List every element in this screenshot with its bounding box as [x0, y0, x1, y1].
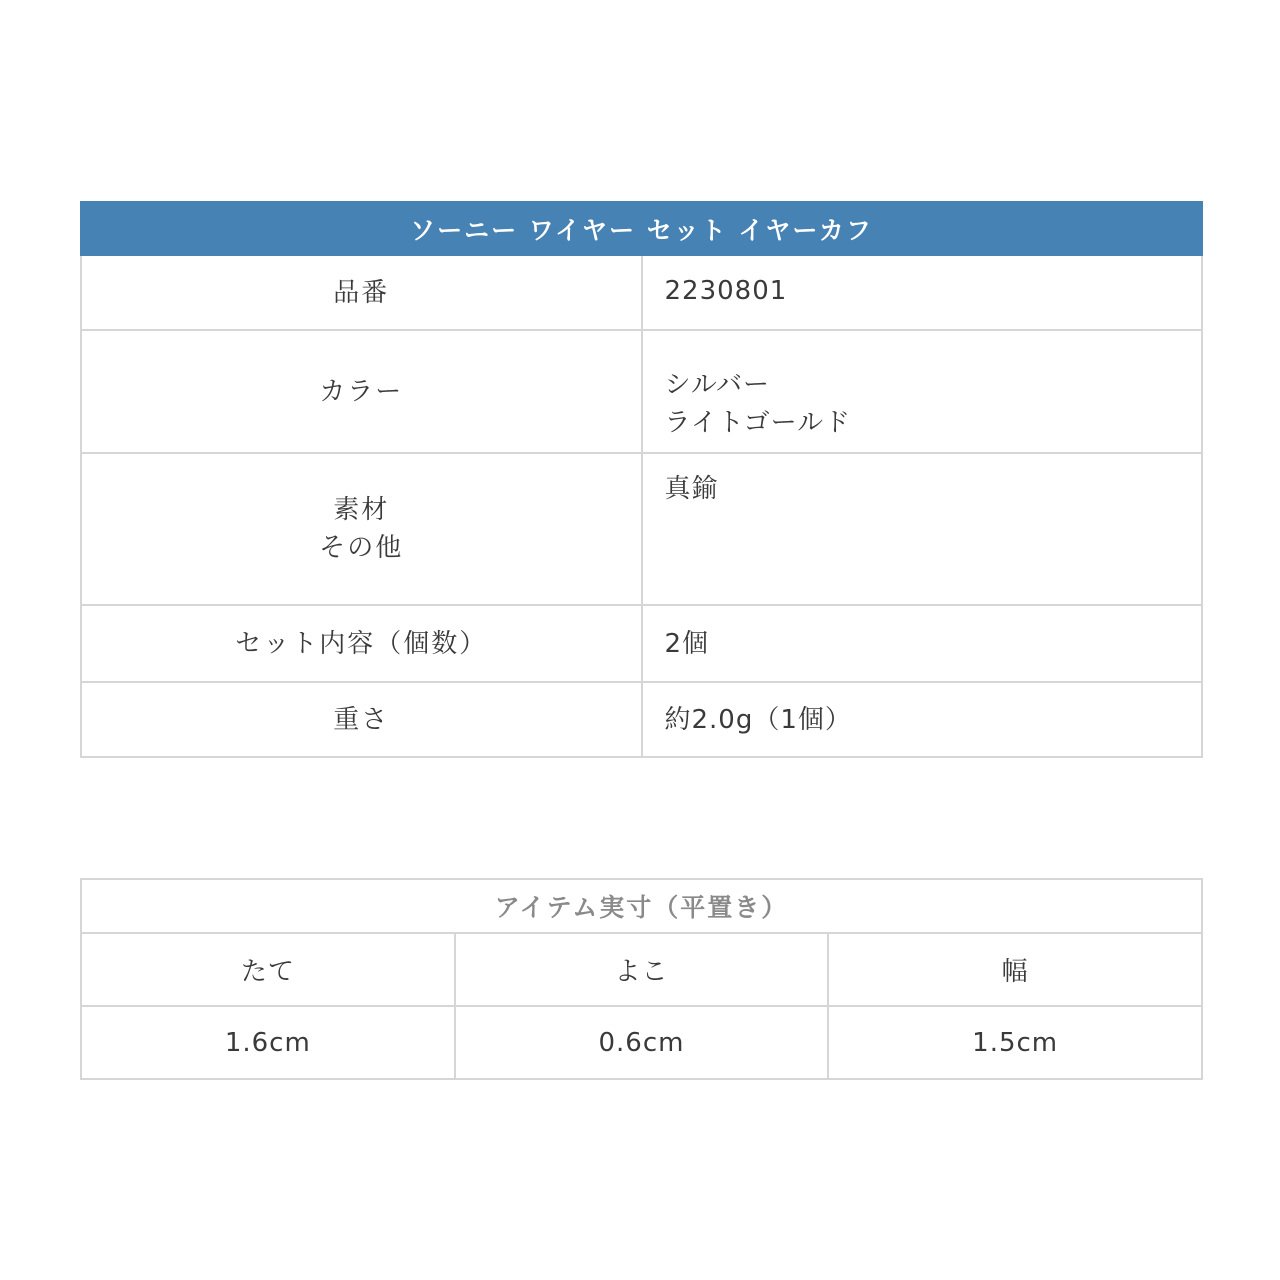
- spec-label: [81, 330, 642, 453]
- spec-label: [81, 453, 642, 605]
- spec-label: [81, 682, 642, 757]
- spec-label-line: セット内容（個数）: [235, 628, 488, 659]
- spec-value-line: 2個: [664, 628, 710, 659]
- spec-value-line: 約2.0g（1個）: [664, 704, 852, 735]
- spec-label: [81, 605, 642, 682]
- spec-row-material: [81, 453, 1202, 605]
- spec-label-line: 素材: [333, 495, 390, 525]
- spec-value: [642, 605, 1203, 682]
- spec-value: [642, 682, 1203, 757]
- size-value-tate: 1.6cm: [81, 1006, 455, 1079]
- size-title: アイテム実寸（平置き）: [81, 879, 1202, 933]
- spec-label-line: その他: [319, 533, 404, 563]
- spec-title: ソーニー ワイヤー セット イヤーカフ: [81, 202, 1202, 255]
- spec-label: [81, 255, 642, 330]
- spec-row-hinban: [81, 255, 1202, 330]
- size-header-yoko: よこ: [455, 933, 829, 1006]
- spec-row-weight: [81, 682, 1202, 757]
- spec-value: [642, 330, 1203, 453]
- size-value-row: [81, 1006, 1202, 1079]
- spec-value: [642, 453, 1203, 605]
- spec-label-line: カラー: [319, 376, 404, 407]
- spec-row-set: [81, 605, 1202, 682]
- spec-value-line: シルバー: [664, 370, 771, 400]
- spec-row-color: [81, 330, 1202, 453]
- spec-label-line: 品番: [333, 277, 390, 308]
- spec-value-line: ライトゴールド: [664, 408, 852, 438]
- size-value-haba: 1.5cm: [828, 1006, 1202, 1079]
- size-value-yoko: 0.6cm: [455, 1006, 829, 1079]
- size-header-tate: たて: [81, 933, 455, 1006]
- size-title-row: [81, 879, 1202, 933]
- spec-value-line: 真鍮: [664, 474, 719, 504]
- spec-value: [642, 255, 1203, 330]
- size-header-row: [81, 933, 1202, 1006]
- spec-table: [80, 201, 1203, 758]
- spec-label-line: 重さ: [333, 704, 390, 735]
- size-table: [80, 878, 1203, 1080]
- spec-value-line: 2230801: [664, 276, 788, 306]
- spec-title-row: [81, 202, 1202, 255]
- size-header-haba: 幅: [828, 933, 1202, 1006]
